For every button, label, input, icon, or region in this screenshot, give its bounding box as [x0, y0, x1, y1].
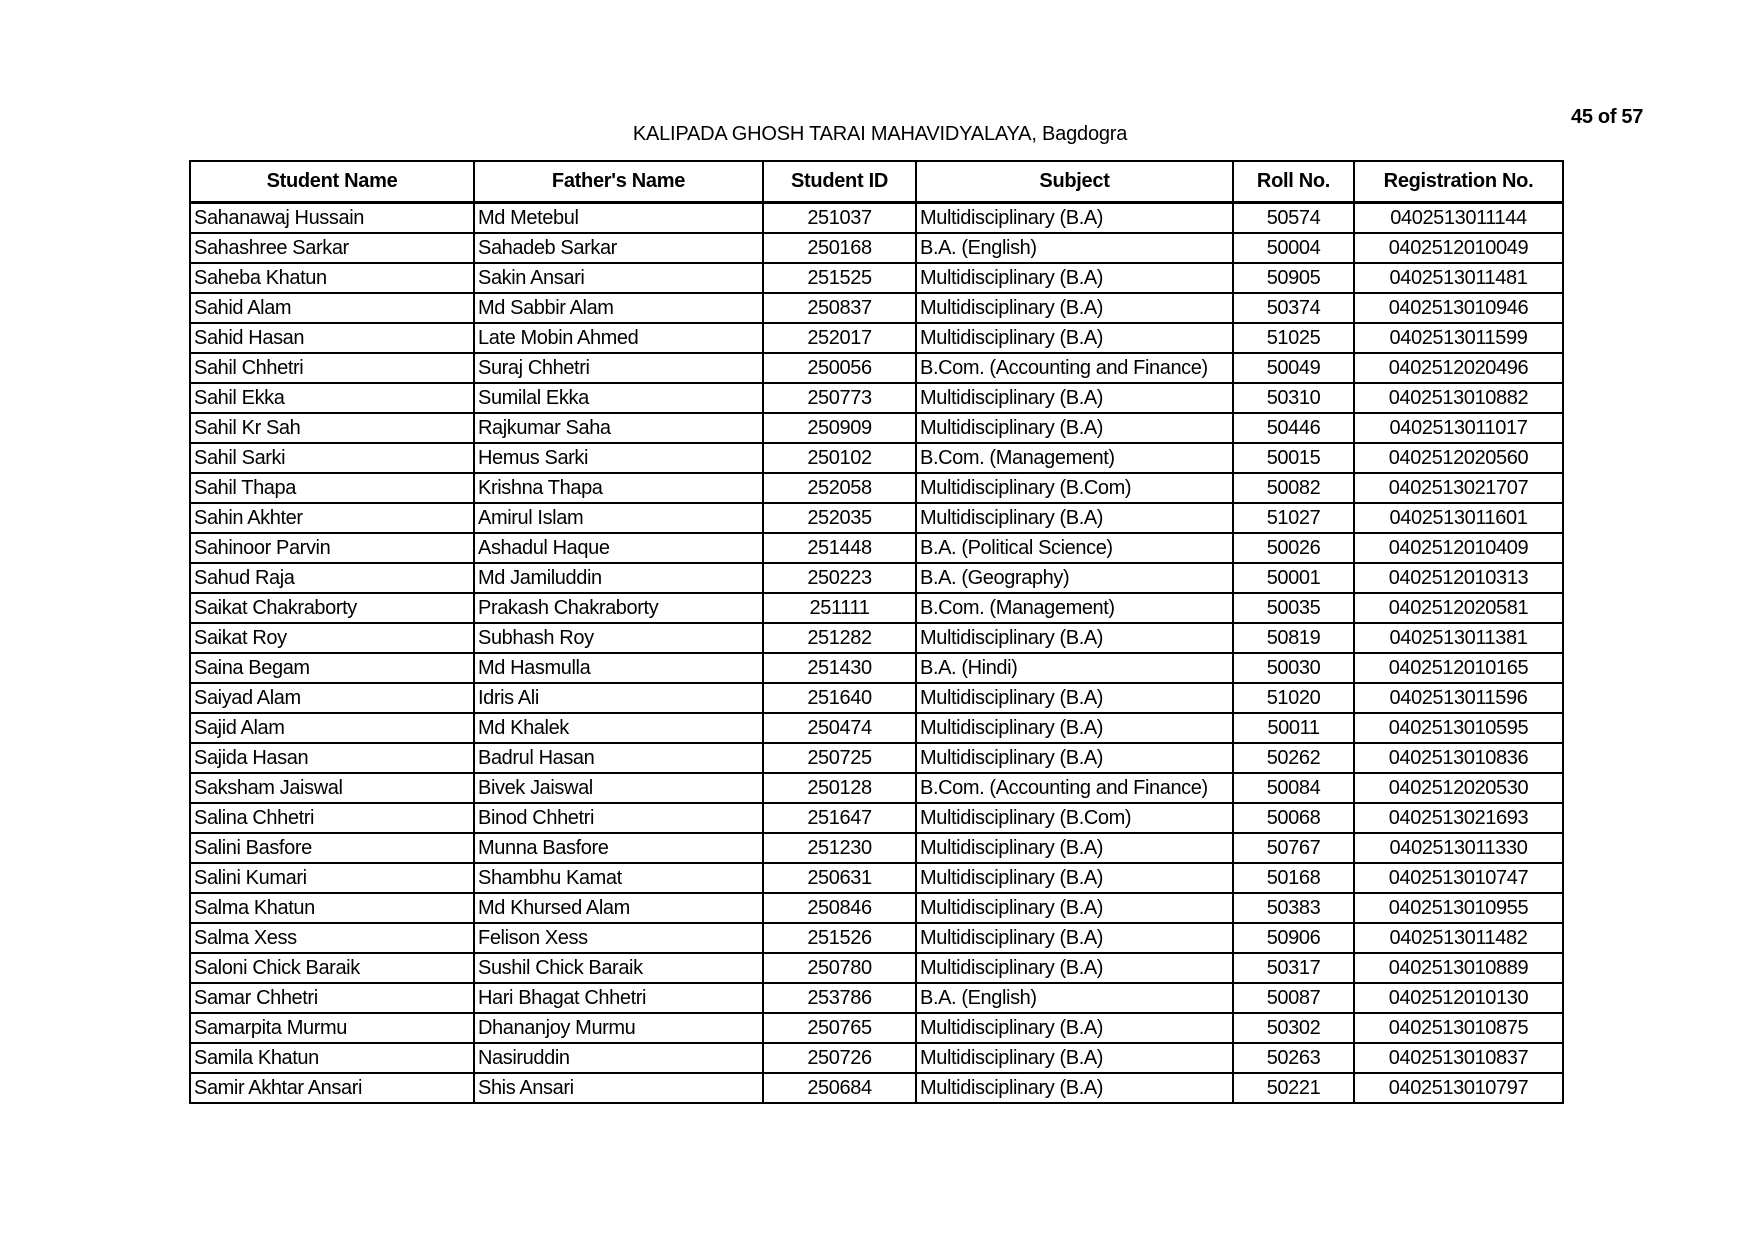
header-registration-no: Registration No. — [1354, 161, 1563, 203]
cell-roll-no: 50015 — [1233, 443, 1354, 473]
cell-student-name: Sajid Alam — [190, 713, 474, 743]
cell-student-id: 250684 — [763, 1073, 916, 1103]
table-row — [190, 803, 1563, 833]
cell-student-name: Saina Begam — [190, 653, 474, 683]
header-roll-no: Roll No. — [1233, 161, 1354, 203]
cell-student-id: 251448 — [763, 533, 916, 563]
cell-subject: Multidisciplinary (B.Com) — [916, 803, 1233, 833]
cell-fathers-name: Md Sabbir Alam — [474, 293, 763, 323]
cell-fathers-name: Sakin Ansari — [474, 263, 763, 293]
cell-fathers-name: Sahadeb Sarkar — [474, 233, 763, 263]
cell-registration-no: 0402513010797 — [1354, 1073, 1563, 1103]
cell-roll-no: 50004 — [1233, 233, 1354, 263]
cell-subject: Multidisciplinary (B.A) — [916, 713, 1233, 743]
cell-student-id: 250128 — [763, 773, 916, 803]
cell-subject: Multidisciplinary (B.A) — [916, 863, 1233, 893]
cell-roll-no: 50317 — [1233, 953, 1354, 983]
cell-fathers-name: Md Khalek — [474, 713, 763, 743]
cell-roll-no: 50446 — [1233, 413, 1354, 443]
table-row — [190, 773, 1563, 803]
cell-subject: Multidisciplinary (B.A) — [916, 293, 1233, 323]
table-row — [190, 1013, 1563, 1043]
cell-roll-no: 51027 — [1233, 503, 1354, 533]
cell-fathers-name: Badrul Hasan — [474, 743, 763, 773]
cell-registration-no: 0402512010313 — [1354, 563, 1563, 593]
cell-student-id: 253786 — [763, 983, 916, 1013]
cell-roll-no: 50068 — [1233, 803, 1354, 833]
cell-subject: Multidisciplinary (B.A) — [916, 1073, 1233, 1103]
table-row — [190, 923, 1563, 953]
cell-student-id: 251282 — [763, 623, 916, 653]
cell-roll-no: 50906 — [1233, 923, 1354, 953]
cell-fathers-name: Shis Ansari — [474, 1073, 763, 1103]
document-title: KALIPADA GHOSH TARAI MAHAVIDYALAYA, Bagdogra — [632, 123, 1128, 145]
cell-roll-no: 50026 — [1233, 533, 1354, 563]
cell-student-name: Salma Xess — [190, 923, 474, 953]
cell-subject: Multidisciplinary (B.A) — [916, 203, 1233, 234]
cell-subject: Multidisciplinary (B.A) — [916, 263, 1233, 293]
cell-fathers-name: Subhash Roy — [474, 623, 763, 653]
cell-subject: B.A. (English) — [916, 983, 1233, 1013]
table-row — [190, 713, 1563, 743]
cell-student-name: Sahud Raja — [190, 563, 474, 593]
cell-subject: Multidisciplinary (B.A) — [916, 623, 1233, 653]
cell-registration-no: 0402513010955 — [1354, 893, 1563, 923]
cell-registration-no: 0402513010837 — [1354, 1043, 1563, 1073]
cell-student-id: 250631 — [763, 863, 916, 893]
cell-registration-no: 0402513011017 — [1354, 413, 1563, 443]
cell-student-id: 250846 — [763, 893, 916, 923]
table-row — [190, 1043, 1563, 1073]
cell-subject: Multidisciplinary (B.A) — [916, 383, 1233, 413]
cell-fathers-name: Ashadul Haque — [474, 533, 763, 563]
table-row — [190, 833, 1563, 863]
cell-subject: Multidisciplinary (B.A) — [916, 683, 1233, 713]
cell-roll-no: 51025 — [1233, 323, 1354, 353]
cell-subject: Multidisciplinary (B.A) — [916, 503, 1233, 533]
cell-registration-no: 0402513011596 — [1354, 683, 1563, 713]
cell-registration-no: 0402513010747 — [1354, 863, 1563, 893]
student-roster-table — [189, 160, 1564, 1104]
cell-student-id: 250725 — [763, 743, 916, 773]
cell-roll-no: 51020 — [1233, 683, 1354, 713]
cell-student-name: Saheba Khatun — [190, 263, 474, 293]
cell-registration-no: 0402512010130 — [1354, 983, 1563, 1013]
page-number: 45 of 57 — [1571, 106, 1644, 128]
table-row — [190, 743, 1563, 773]
table-row — [190, 653, 1563, 683]
cell-student-name: Sahanawaj Hussain — [190, 203, 474, 234]
cell-roll-no: 50819 — [1233, 623, 1354, 653]
cell-registration-no: 0402512020581 — [1354, 593, 1563, 623]
cell-registration-no: 0402513011330 — [1354, 833, 1563, 863]
cell-student-id: 250780 — [763, 953, 916, 983]
cell-registration-no: 0402513010946 — [1354, 293, 1563, 323]
table-row — [190, 413, 1563, 443]
cell-subject: Multidisciplinary (B.A) — [916, 833, 1233, 863]
table-row — [190, 233, 1563, 263]
table-row — [190, 683, 1563, 713]
cell-roll-no: 50374 — [1233, 293, 1354, 323]
header-student-name: Student Name — [190, 161, 474, 203]
cell-registration-no: 0402512010409 — [1354, 533, 1563, 563]
cell-fathers-name: Dhananjoy Murmu — [474, 1013, 763, 1043]
cell-student-name: Sahil Sarki — [190, 443, 474, 473]
cell-student-name: Saikat Roy — [190, 623, 474, 653]
cell-registration-no: 0402513010836 — [1354, 743, 1563, 773]
table-row — [190, 1073, 1563, 1103]
cell-student-id: 251647 — [763, 803, 916, 833]
cell-fathers-name: Shambhu Kamat — [474, 863, 763, 893]
cell-student-id: 250765 — [763, 1013, 916, 1043]
cell-student-name: Sahil Kr Sah — [190, 413, 474, 443]
cell-fathers-name: Nasiruddin — [474, 1043, 763, 1073]
cell-roll-no: 50035 — [1233, 593, 1354, 623]
table-row — [190, 533, 1563, 563]
cell-fathers-name: Bivek Jaiswal — [474, 773, 763, 803]
cell-student-id: 251526 — [763, 923, 916, 953]
cell-fathers-name: Felison Xess — [474, 923, 763, 953]
cell-student-name: Samar Chhetri — [190, 983, 474, 1013]
cell-subject: Multidisciplinary (B.Com) — [916, 473, 1233, 503]
cell-fathers-name: Md Jamiluddin — [474, 563, 763, 593]
cell-roll-no: 50001 — [1233, 563, 1354, 593]
cell-fathers-name: Suraj Chhetri — [474, 353, 763, 383]
cell-student-name: Sahashree Sarkar — [190, 233, 474, 263]
cell-roll-no: 50383 — [1233, 893, 1354, 923]
cell-registration-no: 0402513011381 — [1354, 623, 1563, 653]
table-row — [190, 983, 1563, 1013]
cell-registration-no: 0402513010889 — [1354, 953, 1563, 983]
table-row — [190, 293, 1563, 323]
cell-subject: Multidisciplinary (B.A) — [916, 893, 1233, 923]
cell-student-id: 250837 — [763, 293, 916, 323]
cell-subject: Multidisciplinary (B.A) — [916, 743, 1233, 773]
cell-roll-no: 50082 — [1233, 473, 1354, 503]
cell-fathers-name: Hemus Sarki — [474, 443, 763, 473]
cell-student-id: 252058 — [763, 473, 916, 503]
cell-roll-no: 50221 — [1233, 1073, 1354, 1103]
cell-student-name: Sahinoor Parvin — [190, 533, 474, 563]
header-subject: Subject — [916, 161, 1233, 203]
cell-fathers-name: Sumilal Ekka — [474, 383, 763, 413]
cell-registration-no: 0402513010875 — [1354, 1013, 1563, 1043]
table-row — [190, 503, 1563, 533]
cell-student-name: Saksham Jaiswal — [190, 773, 474, 803]
cell-student-id: 251640 — [763, 683, 916, 713]
cell-fathers-name: Late Mobin Ahmed — [474, 323, 763, 353]
cell-fathers-name: Md Hasmulla — [474, 653, 763, 683]
cell-student-id: 251037 — [763, 203, 916, 234]
cell-fathers-name: Binod Chhetri — [474, 803, 763, 833]
cell-subject: Multidisciplinary (B.A) — [916, 1043, 1233, 1073]
cell-registration-no: 0402513011599 — [1354, 323, 1563, 353]
cell-roll-no: 50087 — [1233, 983, 1354, 1013]
cell-subject: Multidisciplinary (B.A) — [916, 1013, 1233, 1043]
cell-roll-no: 50302 — [1233, 1013, 1354, 1043]
cell-registration-no: 0402513011481 — [1354, 263, 1563, 293]
cell-student-id: 250056 — [763, 353, 916, 383]
cell-roll-no: 50263 — [1233, 1043, 1354, 1073]
cell-student-name: Salma Khatun — [190, 893, 474, 923]
table-row — [190, 263, 1563, 293]
table-row — [190, 473, 1563, 503]
cell-fathers-name: Krishna Thapa — [474, 473, 763, 503]
cell-student-name: Saiyad Alam — [190, 683, 474, 713]
cell-student-name: Samila Khatun — [190, 1043, 474, 1073]
cell-student-name: Sahil Thapa — [190, 473, 474, 503]
cell-registration-no: 0402512020530 — [1354, 773, 1563, 803]
cell-student-id: 250474 — [763, 713, 916, 743]
cell-student-name: Sahin Akhter — [190, 503, 474, 533]
table-body — [190, 203, 1563, 1104]
cell-fathers-name: Prakash Chakraborty — [474, 593, 763, 623]
table-row — [190, 863, 1563, 893]
cell-student-name: Sahid Alam — [190, 293, 474, 323]
cell-student-id: 250773 — [763, 383, 916, 413]
table-row — [190, 353, 1563, 383]
cell-student-name: Saloni Chick Baraik — [190, 953, 474, 983]
cell-student-name: Samir Akhtar Ansari — [190, 1073, 474, 1103]
cell-registration-no: 0402512010165 — [1354, 653, 1563, 683]
cell-registration-no: 0402512010049 — [1354, 233, 1563, 263]
cell-student-name: Sahil Chhetri — [190, 353, 474, 383]
cell-registration-no: 0402512020560 — [1354, 443, 1563, 473]
cell-roll-no: 50905 — [1233, 263, 1354, 293]
cell-subject: B.A. (Hindi) — [916, 653, 1233, 683]
cell-student-name: Salina Chhetri — [190, 803, 474, 833]
cell-fathers-name: Md Metebul — [474, 203, 763, 234]
table-row — [190, 563, 1563, 593]
cell-subject: B.A. (Political Science) — [916, 533, 1233, 563]
cell-student-id: 251230 — [763, 833, 916, 863]
cell-subject: Multidisciplinary (B.A) — [916, 953, 1233, 983]
table-row — [190, 383, 1563, 413]
cell-registration-no: 0402512020496 — [1354, 353, 1563, 383]
cell-roll-no: 50049 — [1233, 353, 1354, 383]
cell-student-id: 250726 — [763, 1043, 916, 1073]
table-row — [190, 323, 1563, 353]
cell-student-id: 251430 — [763, 653, 916, 683]
cell-registration-no: 0402513011601 — [1354, 503, 1563, 533]
cell-roll-no: 50030 — [1233, 653, 1354, 683]
cell-student-name: Sahil Ekka — [190, 383, 474, 413]
cell-roll-no: 50084 — [1233, 773, 1354, 803]
table-header-row — [190, 161, 1563, 203]
cell-fathers-name: Rajkumar Saha — [474, 413, 763, 443]
cell-fathers-name: Amirul Islam — [474, 503, 763, 533]
cell-student-id: 250168 — [763, 233, 916, 263]
cell-subject: Multidisciplinary (B.A) — [916, 413, 1233, 443]
cell-student-id: 250102 — [763, 443, 916, 473]
cell-subject: B.A. (Geography) — [916, 563, 1233, 593]
cell-student-id: 252017 — [763, 323, 916, 353]
cell-student-id: 252035 — [763, 503, 916, 533]
table-row — [190, 443, 1563, 473]
cell-student-id: 250909 — [763, 413, 916, 443]
cell-subject: B.Com. (Accounting and Finance) — [916, 353, 1233, 383]
cell-subject: B.Com. (Management) — [916, 443, 1233, 473]
table-row — [190, 953, 1563, 983]
cell-roll-no: 50011 — [1233, 713, 1354, 743]
cell-roll-no: 50574 — [1233, 203, 1354, 234]
cell-fathers-name: Hari Bhagat Chhetri — [474, 983, 763, 1013]
table-row — [190, 623, 1563, 653]
cell-fathers-name: Idris Ali — [474, 683, 763, 713]
cell-subject: Multidisciplinary (B.A) — [916, 923, 1233, 953]
cell-roll-no: 50168 — [1233, 863, 1354, 893]
cell-student-id: 251111 — [763, 593, 916, 623]
cell-registration-no: 0402513011482 — [1354, 923, 1563, 953]
cell-fathers-name: Md Khursed Alam — [474, 893, 763, 923]
cell-registration-no: 0402513021693 — [1354, 803, 1563, 833]
cell-roll-no: 50767 — [1233, 833, 1354, 863]
cell-student-name: Salini Basfore — [190, 833, 474, 863]
cell-student-id: 250223 — [763, 563, 916, 593]
table-row — [190, 203, 1563, 234]
cell-subject: Multidisciplinary (B.A) — [916, 323, 1233, 353]
cell-registration-no: 0402513021707 — [1354, 473, 1563, 503]
cell-subject: B.A. (English) — [916, 233, 1233, 263]
cell-student-id: 251525 — [763, 263, 916, 293]
header-fathers-name: Father's Name — [474, 161, 763, 203]
cell-student-name: Sahid Hasan — [190, 323, 474, 353]
cell-student-name: Sajida Hasan — [190, 743, 474, 773]
cell-registration-no: 0402513010595 — [1354, 713, 1563, 743]
cell-student-name: Samarpita Murmu — [190, 1013, 474, 1043]
cell-roll-no: 50310 — [1233, 383, 1354, 413]
header-student-id: Student ID — [763, 161, 916, 203]
cell-roll-no: 50262 — [1233, 743, 1354, 773]
cell-registration-no: 0402513011144 — [1354, 203, 1563, 234]
cell-fathers-name: Munna Basfore — [474, 833, 763, 863]
cell-subject: B.Com. (Management) — [916, 593, 1233, 623]
cell-fathers-name: Sushil Chick Baraik — [474, 953, 763, 983]
table-row — [190, 593, 1563, 623]
table-row — [190, 893, 1563, 923]
cell-student-name: Saikat Chakraborty — [190, 593, 474, 623]
cell-student-name: Salini Kumari — [190, 863, 474, 893]
cell-registration-no: 0402513010882 — [1354, 383, 1563, 413]
cell-subject: B.Com. (Accounting and Finance) — [916, 773, 1233, 803]
